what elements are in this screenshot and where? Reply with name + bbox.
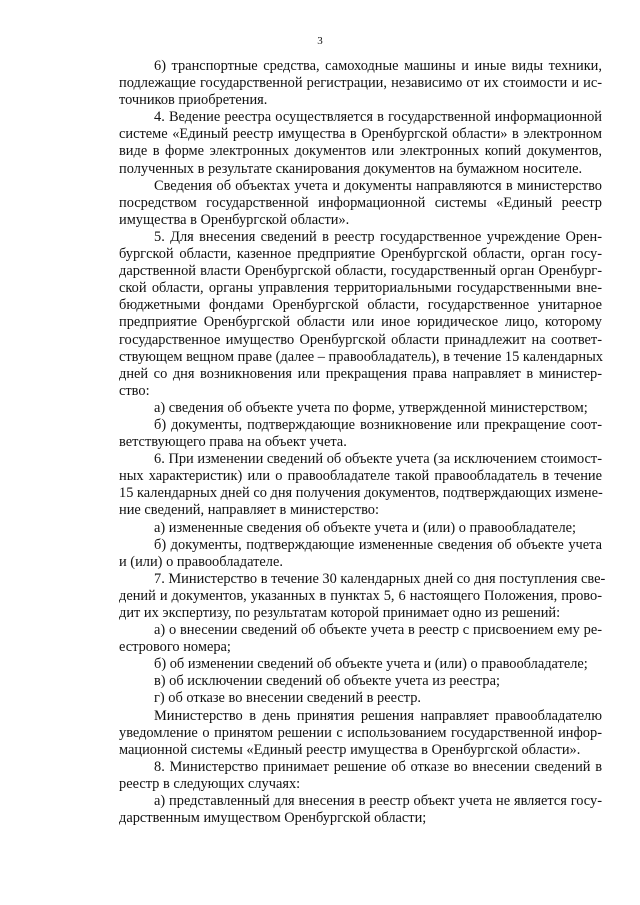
- text-line: ние сведений, направляет в министерство:: [119, 502, 379, 519]
- text-line: точников приобретения.: [119, 92, 268, 109]
- text-line: дит их экспертизу, по результатам которой принимает одно из решений:: [119, 605, 561, 621]
- text-line: б) документы, подтверждающие возникновение или прекращение соот-: [154, 416, 602, 433]
- text-line: г) об отказе во внесении сведений в реестр.: [154, 690, 421, 707]
- text-line: бургской области, казенное предприятие Оренбургской области, орган госу-: [119, 246, 602, 263]
- text-line: бюджетными фондами Оренбургской области, государственное унитарное: [119, 297, 602, 314]
- text-line: полученных в результате сканирования документов на бумажном носителе.: [119, 160, 583, 177]
- text-line: 6. При изменении сведений об объекте учета (за исключением стоимост-: [154, 451, 602, 468]
- text-line: имущества в Оренбургской области».: [119, 211, 350, 228]
- text-line: подлежащие государственной регистрации, независимо от их стоимости и ис-: [119, 75, 602, 92]
- text-line: ветствующего права на объект учета.: [119, 434, 347, 451]
- text-line: а) сведения об объекте учета по форме, утвержденной министерством;: [154, 399, 588, 416]
- text-line: а) измененные сведения об объекте учета и (или) о правообладателе;: [154, 519, 577, 536]
- text-line: дней со дня возникновения или прекращения права направляет в министер-: [119, 365, 602, 382]
- text-line: Министерство в день принятия решения направляет правообладателю: [154, 707, 602, 724]
- text-line: государственное имущество Оренбургской области принадлежит на соответ-: [119, 331, 602, 348]
- text-line: 5. Для внесения сведений в реестр государственное учреждение Орен-: [154, 228, 602, 245]
- text-line: 15 календарных дней со дня получения документов, подтверждающих измене-: [119, 485, 603, 502]
- text-line: 4. Ведение реестра осуществляется в государственной информационной: [154, 109, 602, 126]
- text-line: б) об изменении сведений об объекте учета и (или) о правообладателе;: [154, 656, 588, 673]
- text-line: ствующем вещном праве (далее – правообладатель), в течение 15 календарных: [119, 348, 603, 365]
- text-line: реестр в следующих случаях:: [119, 775, 301, 792]
- text-line: посредством государственной информационной системы «Единый реестр: [119, 194, 602, 211]
- text-line: предприятие Оренбургской области или иное юридическое лицо, которому: [119, 314, 602, 331]
- text-line: уведомление о принятом решении с использованием государственной инфор-: [119, 724, 602, 741]
- text-line: б) документы, подтверждающие измененные сведения об объекте учета: [154, 536, 602, 553]
- text-line: 6) транспортные средства, самоходные машины и иные виды техники,: [154, 58, 602, 74]
- text-line: 8. Министерство принимает решение об отказе во внесении сведений в: [154, 758, 602, 775]
- text-line: дений и документов, указанных в пунктах 5, 6 настоящего Положения, прово-: [119, 587, 602, 604]
- text-line: ство:: [119, 382, 150, 399]
- text-line: в) об исключении сведений об объекте учета из реестра;: [154, 673, 500, 690]
- text-line: и (или) о правообладателе.: [119, 553, 283, 570]
- text-line: 7. Министерство в течение 30 календарных дней со дня поступления све-: [154, 570, 606, 587]
- text-line: ской области, органы управления территориальными государственными вне-: [119, 280, 602, 297]
- text-line: Сведения об объектах учета и документы направляются в министерство: [154, 177, 602, 194]
- text-line: ных характеристик) или о правообладателе такой правообладатель в течение: [119, 468, 602, 485]
- text-line: а) о внесении сведений об объекте учета в реестр с присвоением ему ре-: [154, 622, 602, 639]
- text-line: дарственной власти Оренбургской области, государственный орган Оренбург-: [119, 263, 602, 280]
- text-line: естрового номера;: [119, 639, 231, 656]
- page-number: 3: [317, 35, 323, 47]
- text-line: дарственным имуществом Оренбургской области;: [119, 810, 427, 827]
- text-line: мационной системы «Единый реестр имущества в Оренбургской области».: [119, 741, 581, 758]
- document-body: [119, 58, 606, 827]
- text-line: виде в форме электронных документов или электронных копий документов,: [119, 143, 602, 160]
- text-line: а) представленный для внесения в реестр объект учета не является госу-: [154, 793, 602, 810]
- text-line: системе «Единый реестр имущества в Оренбургской области» в электронном: [119, 126, 602, 143]
